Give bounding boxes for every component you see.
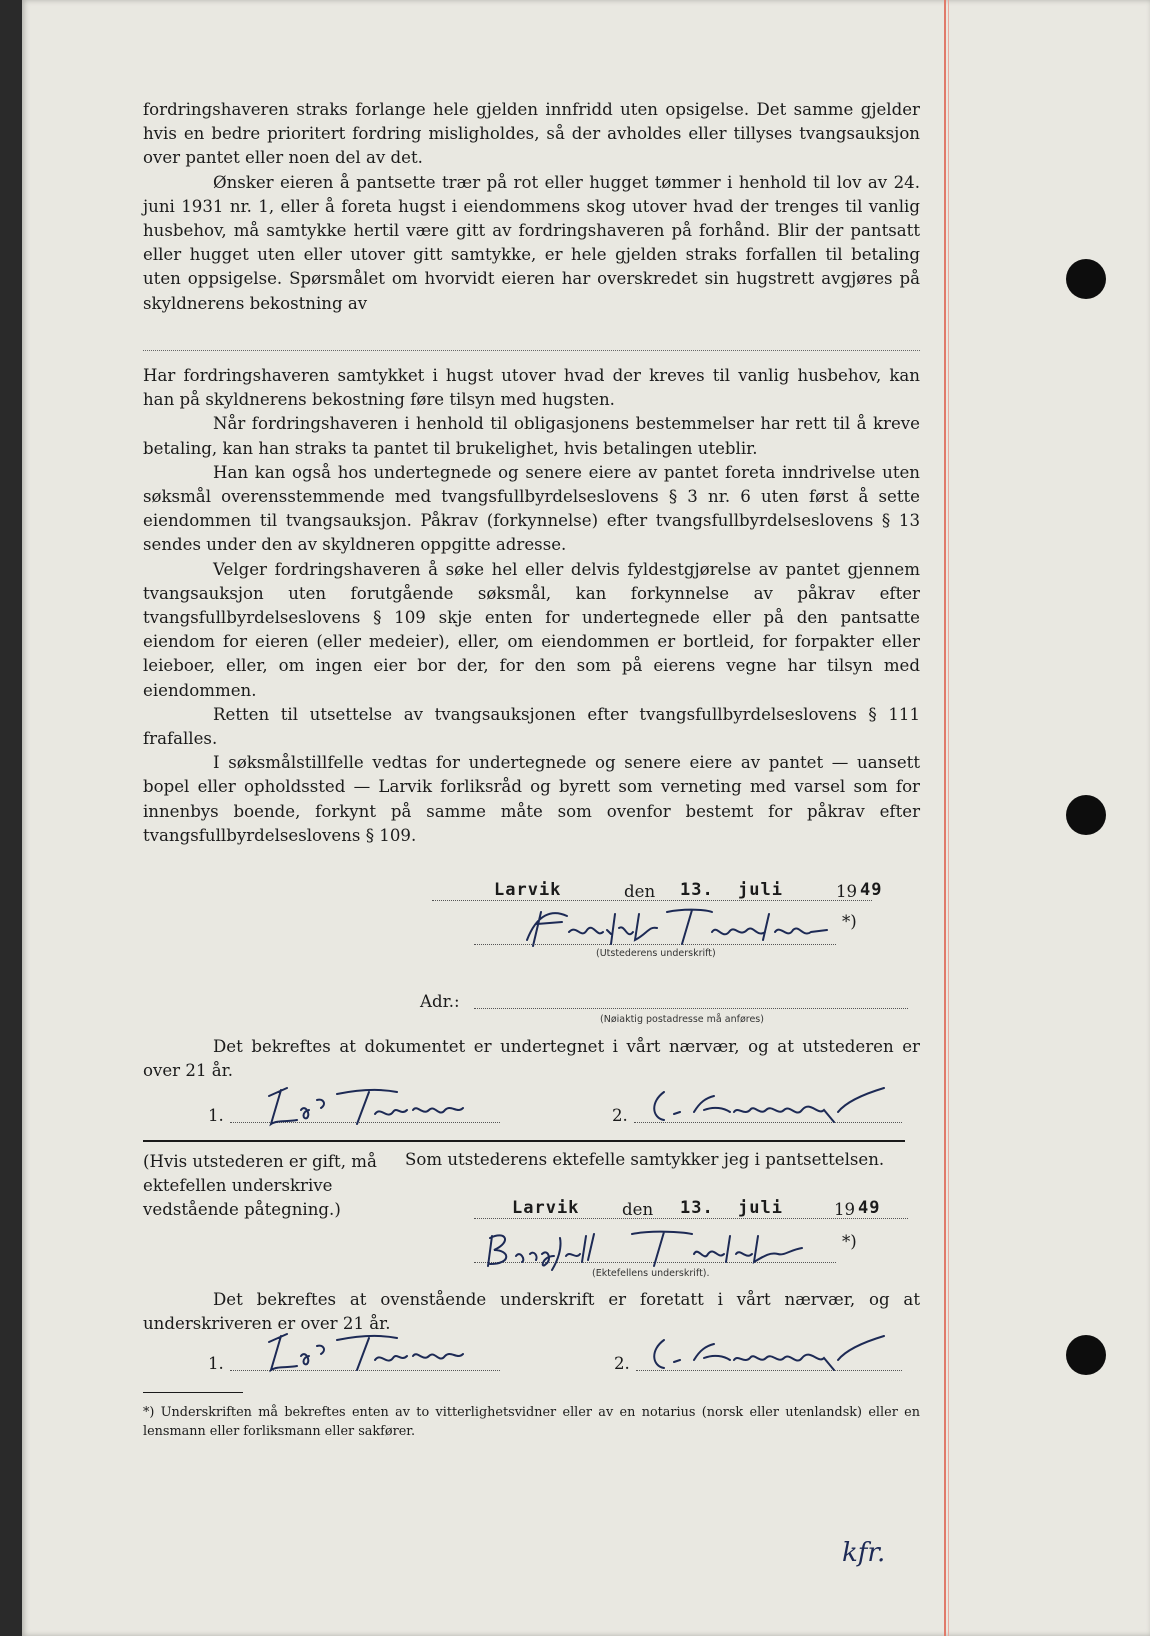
witness-2-signature xyxy=(634,1082,904,1130)
address-caption: (Nøiaktig postadresse må anføres) xyxy=(600,1014,764,1025)
margin-initials: kfr. xyxy=(842,1538,886,1568)
place: Larvik xyxy=(494,880,562,900)
top-text-block xyxy=(143,98,920,316)
paragraph: Han kan også hos undertegnede og senere eiere av pantet foreta inndrivelse uten søksmål overensstemmende med tvangsfullbyrdelseslovens § 3 nr. 6 uten først å sette eiendommen til tvangsauksjon. Påkrav (forkynnelse) efter tvangsfullbyrdelseslovens § 13 sendes under den av skyldneren oppgitte adresse. xyxy=(143,462,920,555)
signer-caption: (Utstederens underskrift) xyxy=(596,948,716,959)
spouse-asterisk: *) xyxy=(842,1232,857,1251)
spouse-place: Larvik xyxy=(512,1198,580,1218)
paragraph: Har fordringshaveren samtykket i hugst utover hvad der kreves til vanlig husbehov, kan han på skyldnerens bekostning føre tilsyn med hugsten. xyxy=(143,366,920,410)
witness-2-number: 2. xyxy=(612,1106,628,1125)
year-suffix: 49 xyxy=(860,880,883,900)
date-day: 13. xyxy=(680,880,714,900)
dotted-rule xyxy=(143,350,920,351)
spouse-witness-1-number: 1. xyxy=(208,1354,224,1373)
punch-hole xyxy=(1066,795,1106,835)
signer-signature xyxy=(507,904,837,952)
date-month: juli xyxy=(738,880,783,900)
spouse-witness-1-signature xyxy=(257,1326,507,1376)
asterisk: *) xyxy=(842,912,857,931)
paragraph: Velger fordringshaveren å søke hel eller delvis fyldestgjørelse av pantet gjennem tvangsauksjon uten forutgående søksmål, kan forkynnelse av påkrav efter tvangsfullbyrdelseslovens § 109 skje enten for undertegnede eller på den pantsatte eiendom for eieren (eller medeier), eller, om eiendommen er bortleid, for forpakter eller leieboer, eller, om ingen eier bor der, for den som på eierens vegne har tilsyn med eiendommen. xyxy=(143,559,920,700)
section-divider xyxy=(143,1140,905,1142)
paragraph: I søksmålstillfelle vedtas for undertegnede og senere eiere av pantet — uansett bopel eller opholdssted — Larvik forliksråd og byrett som verneting med varsel som for innenbys boende, forkynt på samme måte som ovenfor bestemt for påkrav efter tvangsfullbyrdelseslovens § 109. xyxy=(143,753,920,845)
spouse-witness-2-number: 2. xyxy=(614,1354,630,1373)
paragraph: Når fordringshaveren i henhold til obligasjonens bestemmelser har rett til å kreve betaling, kan han straks ta pantet til brukelighet, hvis betalingen uteblir. xyxy=(143,414,920,458)
margin-line xyxy=(944,0,946,1636)
year-prefix: 19 xyxy=(836,882,858,901)
spouse-signature xyxy=(482,1226,822,1272)
paragraph: Retten til utsettelse av tvangsauksjonen efter tvangsfullbyrdelseslovens § 111 frafalles. xyxy=(143,704,920,749)
address-label: Adr.: xyxy=(420,992,460,1011)
spouse-year-suffix: 49 xyxy=(858,1198,881,1218)
den-label: den xyxy=(624,882,656,901)
spouse-den-label: den xyxy=(622,1200,654,1219)
footnote: *) Underskriften må bekreftes enten av to vitterlighetsvidner eller av en notarius (norsk eller utenlandsk) eller en lensmann eller forliksmann eller sakfører. xyxy=(143,1405,920,1439)
witness-1-number: 1. xyxy=(208,1106,224,1125)
document-page xyxy=(22,0,1150,1636)
witness-1-signature xyxy=(257,1080,507,1130)
margin-line-secondary xyxy=(948,0,949,1636)
punch-hole xyxy=(1066,259,1106,299)
spouse-year-prefix: 19 xyxy=(834,1200,856,1219)
spouse-date-day: 13. xyxy=(680,1198,714,1218)
spouse-witness-statement: Det bekreftes at ovenstående underskrift er foretatt i vårt nærvær, og at underskriveren er over 21 år. xyxy=(143,1290,920,1334)
paragraph: fordringshaveren straks forlange hele gjelden innfridd uten opsigelse. Det samme gjelder hvis en bedre prioritert fordring misligholdes, så der avholdes eller tillyses tvangsauksjon over pantet eller noen del av det. xyxy=(143,100,920,168)
footnote-rule xyxy=(143,1392,243,1393)
spouse-witness-2-signature xyxy=(634,1330,904,1376)
spouse-caption: (Ektefellens underskrift). xyxy=(592,1268,710,1279)
punch-hole xyxy=(1066,1335,1106,1375)
spouse-date-month: juli xyxy=(738,1198,783,1218)
address-rule xyxy=(474,1008,908,1009)
witness-statement: Det bekreftes at dokumentet er undertegnet i vårt nærvær, og at utstederen er over 21 år. xyxy=(143,1037,920,1081)
main-text-block xyxy=(143,364,920,848)
spouse-consent: Som utstederens ektefelle samtykker jeg i pantsettelsen. xyxy=(405,1150,885,1169)
spouse-side-note: (Hvis utstederen er gift, må ektefellen underskrive vedstående påtegning.) xyxy=(143,1152,377,1220)
paragraph: Ønsker eieren å pantsette trær på rot eller hugget tømmer i henhold til lov av 24. juni 1931 nr. 1, eller å foreta hugst i eiendommens skog utover hvad der trenges til vanlig husbehov, må samtykke hertil være gitt av fordringshaveren på forhånd. Blir der pantsatt eller hugget uten eller utover gitt samtykke, er hele gjelden straks forfallen til betaling uten oppsigelse. Spørsmålet om hvorvidt eieren har overskredet sin hugstrett avgjøres på skyldnerens bekostning av xyxy=(143,172,920,313)
